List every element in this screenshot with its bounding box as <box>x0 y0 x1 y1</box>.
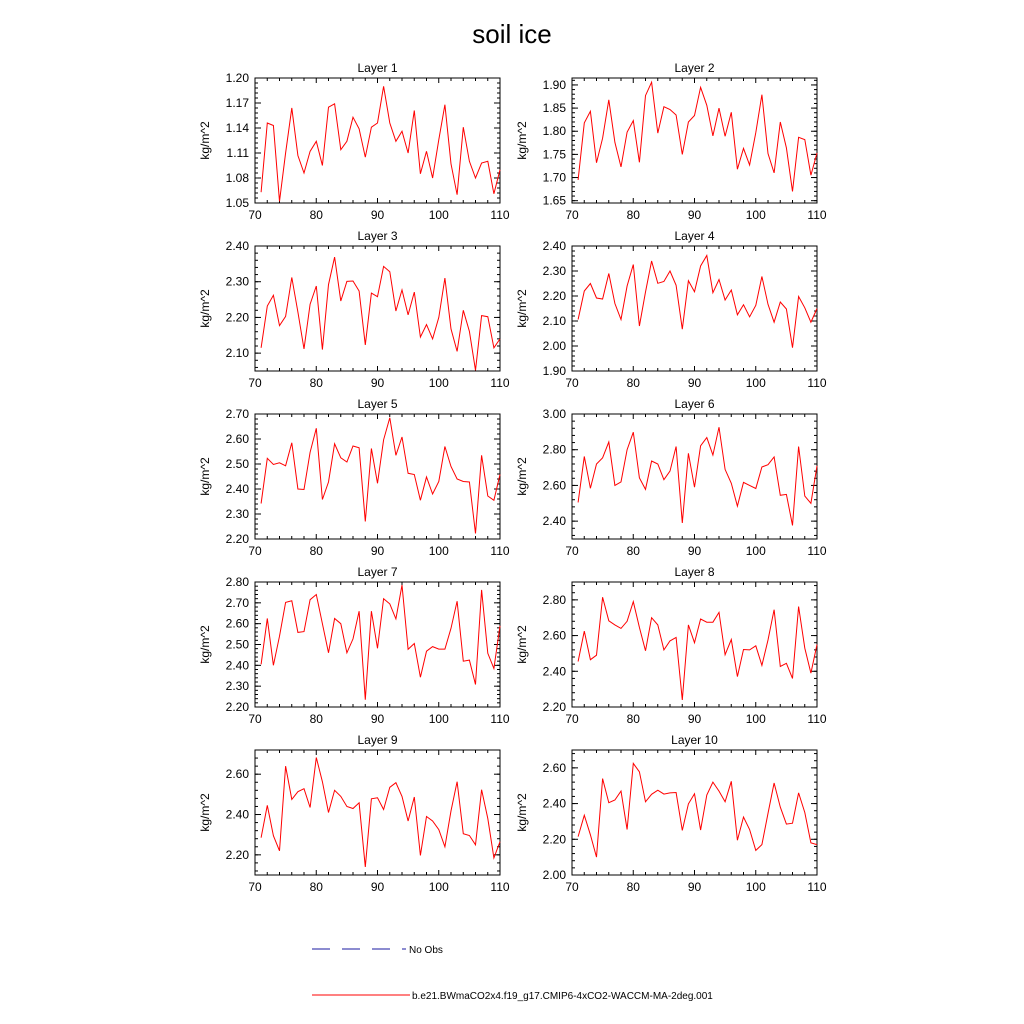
y-axis-label: kg/m^2 <box>198 793 212 832</box>
panel-title: Layer 8 <box>674 565 715 579</box>
y-tick-label: 3.00 <box>542 407 566 421</box>
y-axis-label: kg/m^2 <box>515 289 529 328</box>
y-axis-label: kg/m^2 <box>515 121 529 160</box>
x-tick-label: 80 <box>309 880 323 894</box>
y-tick-label: 2.40 <box>225 239 249 253</box>
x-tick-label: 110 <box>490 376 510 390</box>
x-tick-label: 70 <box>565 880 579 894</box>
y-tick-label: 2.10 <box>225 346 249 361</box>
x-tick-label: 70 <box>248 376 262 390</box>
y-tick-label: 2.00 <box>542 339 566 353</box>
y-tick-label: 2.30 <box>225 507 249 521</box>
x-tick-label: 110 <box>807 880 827 894</box>
x-tick-label: 80 <box>626 376 640 390</box>
legend-label-no-obs: No Obs <box>409 945 443 956</box>
y-tick-label: 1.14 <box>225 121 249 135</box>
y-tick-label: 2.20 <box>225 532 249 546</box>
x-tick-label: 100 <box>428 712 449 726</box>
y-tick-label: 2.20 <box>225 310 249 325</box>
y-tick-label: 1.70 <box>542 170 566 185</box>
y-tick-label: 1.11 <box>226 146 249 160</box>
figure-title: soil ice <box>472 19 552 49</box>
y-tick-label: 2.30 <box>225 679 249 694</box>
x-tick-label: 90 <box>370 712 385 726</box>
x-tick-label: 100 <box>428 880 449 894</box>
y-axis-label: kg/m^2 <box>198 121 212 160</box>
y-tick-label: 2.60 <box>225 616 249 631</box>
x-tick-label: 80 <box>626 208 640 222</box>
x-tick-label: 110 <box>490 208 510 222</box>
legend-label-model: b.e21.BWmaCO2x4.f19_g17.CMIP6-4xCO2-WACCM-MA-2deg.001 <box>412 991 713 1002</box>
x-tick-label: 70 <box>248 880 262 894</box>
y-tick-label: 2.70 <box>225 407 249 421</box>
x-tick-label: 80 <box>309 712 323 726</box>
y-tick-label: 2.10 <box>542 314 566 328</box>
y-tick-label: 2.70 <box>225 595 249 610</box>
y-tick-label: 2.60 <box>542 760 566 775</box>
y-tick-label: 2.40 <box>542 796 566 811</box>
x-tick-label: 110 <box>807 544 827 558</box>
panel-title: Layer 9 <box>357 733 398 747</box>
x-tick-label: 100 <box>428 376 449 390</box>
y-axis-label: kg/m^2 <box>515 793 529 832</box>
y-tick-label: 2.50 <box>225 637 249 652</box>
y-tick-label: 2.40 <box>225 658 249 673</box>
y-tick-label: 2.80 <box>542 442 566 457</box>
x-tick-label: 90 <box>687 376 702 390</box>
x-tick-label: 70 <box>248 544 262 558</box>
x-tick-label: 80 <box>309 544 323 558</box>
x-tick-label: 110 <box>490 544 510 558</box>
y-tick-label: 2.30 <box>542 264 566 278</box>
x-tick-label: 90 <box>370 376 385 390</box>
x-tick-label: 110 <box>490 880 510 894</box>
x-tick-label: 70 <box>565 376 579 390</box>
x-tick-label: 90 <box>370 880 385 894</box>
x-tick-label: 100 <box>745 880 766 894</box>
x-tick-label: 80 <box>309 208 323 222</box>
y-tick-label: 1.20 <box>225 71 249 85</box>
y-tick-label: 1.17 <box>225 96 249 110</box>
y-tick-label: 1.80 <box>542 124 566 139</box>
x-tick-label: 100 <box>745 376 766 390</box>
x-tick-label: 70 <box>565 712 579 726</box>
x-tick-label: 100 <box>428 208 449 222</box>
x-tick-label: 80 <box>309 376 323 390</box>
y-tick-label: 2.60 <box>542 628 566 643</box>
y-tick-label: 2.20 <box>542 289 566 303</box>
y-tick-label: 2.50 <box>225 457 249 471</box>
y-tick-label: 1.05 <box>225 196 249 210</box>
panel-title: Layer 3 <box>357 229 398 243</box>
x-tick-label: 100 <box>745 712 766 726</box>
x-tick-label: 110 <box>807 376 827 390</box>
x-tick-label: 90 <box>370 544 385 558</box>
y-tick-label: 1.90 <box>542 364 566 378</box>
y-tick-label: 1.85 <box>542 101 566 116</box>
panel-title: Layer 6 <box>674 397 715 411</box>
panel-title: Layer 10 <box>671 733 718 747</box>
x-tick-label: 110 <box>807 208 827 222</box>
panel-title: Layer 2 <box>674 61 715 75</box>
y-tick-label: 2.00 <box>542 868 566 882</box>
y-tick-label: 2.20 <box>542 700 566 714</box>
y-tick-label: 2.60 <box>225 767 249 782</box>
y-tick-label: 2.60 <box>542 478 566 493</box>
x-tick-label: 70 <box>565 208 579 222</box>
x-tick-label: 80 <box>626 544 640 558</box>
x-tick-label: 90 <box>687 712 702 726</box>
y-tick-label: 1.90 <box>542 77 566 92</box>
x-tick-label: 70 <box>565 544 579 558</box>
x-tick-label: 100 <box>745 208 766 222</box>
x-tick-label: 100 <box>745 544 766 558</box>
y-axis-label: kg/m^2 <box>198 289 212 328</box>
x-tick-label: 70 <box>248 208 262 222</box>
x-tick-label: 90 <box>687 208 702 222</box>
x-tick-label: 90 <box>370 208 385 222</box>
y-tick-label: 2.40 <box>225 482 249 496</box>
y-tick-label: 2.80 <box>225 575 249 589</box>
y-tick-label: 1.08 <box>225 171 249 185</box>
y-tick-label: 2.80 <box>542 592 566 607</box>
y-tick-label: 2.40 <box>542 239 566 253</box>
x-tick-label: 80 <box>626 880 640 894</box>
y-tick-label: 2.30 <box>225 274 249 289</box>
panel-title: Layer 4 <box>674 229 715 243</box>
x-tick-label: 110 <box>490 712 510 726</box>
y-tick-label: 2.40 <box>542 664 566 679</box>
y-tick-label: 2.40 <box>225 807 249 822</box>
panel-title: Layer 1 <box>357 61 398 75</box>
y-tick-label: 2.40 <box>542 514 566 529</box>
y-axis-label: kg/m^2 <box>198 625 212 664</box>
x-tick-label: 80 <box>626 712 640 726</box>
y-tick-label: 1.75 <box>542 147 566 162</box>
y-tick-label: 2.20 <box>225 847 249 862</box>
y-axis-label: kg/m^2 <box>198 457 212 496</box>
y-axis-label: kg/m^2 <box>515 625 529 664</box>
x-tick-label: 90 <box>687 544 702 558</box>
y-tick-label: 2.60 <box>225 432 249 446</box>
x-tick-label: 90 <box>687 880 702 894</box>
y-tick-label: 2.20 <box>225 700 249 714</box>
y-tick-label: 1.65 <box>542 193 566 208</box>
y-tick-label: 2.20 <box>542 832 566 847</box>
panel-title: Layer 5 <box>357 397 398 411</box>
x-tick-label: 100 <box>428 544 449 558</box>
x-tick-label: 70 <box>248 712 262 726</box>
panel-title: Layer 7 <box>357 565 398 579</box>
x-tick-label: 110 <box>807 712 827 726</box>
y-axis-label: kg/m^2 <box>515 457 529 496</box>
